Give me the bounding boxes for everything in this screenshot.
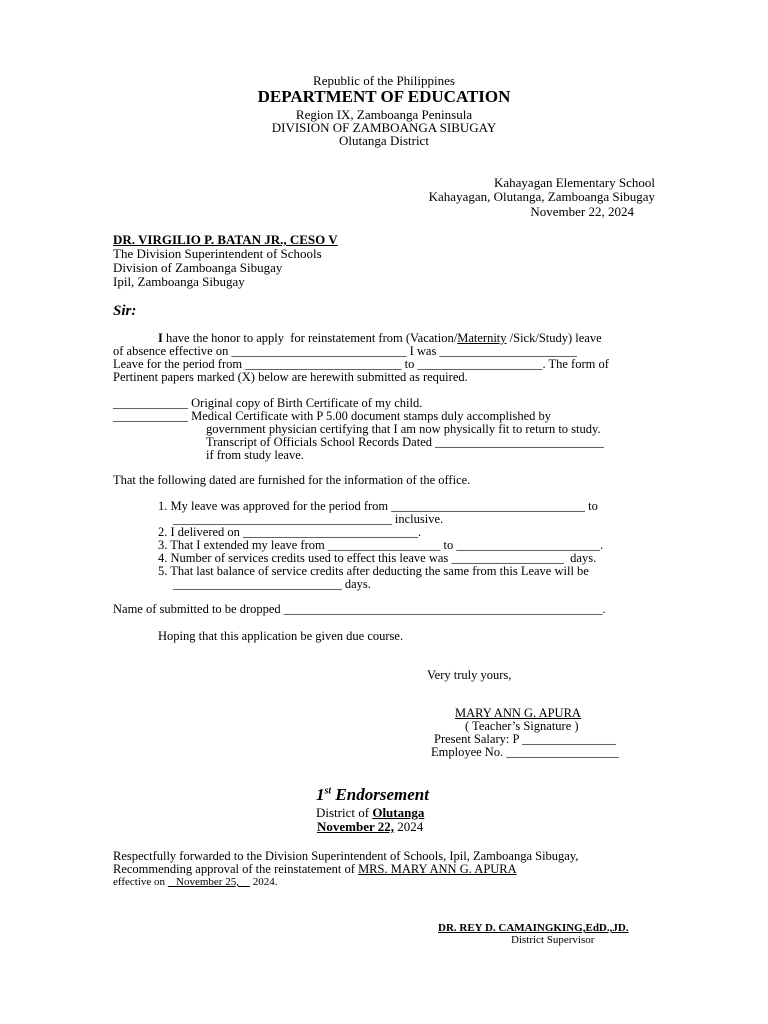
endorsement-line-3-pre: effective on <box>113 876 168 888</box>
recipient-title: The Division Superintendent of Schools <box>113 246 322 261</box>
body-line-1 <box>158 332 602 345</box>
endorsement-teacher-name: MRS. MARY ANN G. APURA <box>358 862 517 876</box>
body-initial: I <box>158 331 163 345</box>
body-line-2: of absence effective on ____________________________ I was ______________________ <box>113 344 577 358</box>
maternity-word: Maternity <box>457 331 507 345</box>
republic-line: Republic of the Philippines <box>313 73 455 88</box>
endorsement-title <box>316 786 429 803</box>
valediction: Very truly yours, <box>427 668 512 682</box>
endorsement-number: 1 <box>316 785 325 804</box>
salutation: Sir: <box>113 303 137 319</box>
body-line-1-a: have the honor to apply for reinstatement from (Vacation/ <box>162 331 458 345</box>
district-name: Olutanga <box>372 805 425 820</box>
supervisor-name: DR. REY D. CAMAINGKING,EdD.,JD. <box>438 922 629 934</box>
school-name: Kahayagan Elementary School <box>494 175 655 190</box>
requirement-1: ____________ Original copy of Birth Certificate of my child. <box>113 396 423 410</box>
item-1a: 1. My leave was approved for the period from _______________________________ to <box>158 499 598 513</box>
requirement-2b: government physician certifying that I am now physically fit to return to study. <box>206 422 601 436</box>
body-line-1-b: /Sick/Study) leave <box>506 331 602 345</box>
requirement-3a: Transcript of Officials School Records Dated ___________________________ <box>206 435 604 449</box>
endorsement-district <box>316 806 424 819</box>
dropped-line: Name of submitted to be dropped ___________________________________________________. <box>113 602 606 616</box>
info-line: That the following dated are furnished for the information of the office. <box>113 473 471 487</box>
endorsement-suffix: st <box>324 785 332 797</box>
signatory-name: MARY ANN G. APURA <box>455 706 581 720</box>
recipient-name: DR. VIRGILIO P. BATAN JR., CESO V <box>113 232 338 247</box>
effective-year: 2024. <box>249 876 278 888</box>
district-line: Olutanga District <box>339 133 429 148</box>
endorsement-date <box>317 820 423 833</box>
endorsement-line-2 <box>113 863 517 876</box>
endorsement-line-3 <box>113 877 277 888</box>
effective-date: November 25, <box>167 876 250 888</box>
item-4: 4. Number of services credits used to effect this leave was __________________ days. <box>158 551 597 565</box>
present-salary: Present Salary: P _______________ <box>434 732 616 746</box>
endorsement-line-2-pre: Recommending approval of the reinstatement of <box>113 862 359 876</box>
department-title: DEPARTMENT OF EDUCATION <box>257 87 511 106</box>
division-line: DIVISION OF ZAMBOANGA SIBUGAY <box>271 120 497 135</box>
requirement-2a: ____________ Medical Certificate with P 5.00 document stamps duly accomplished by <box>113 409 552 423</box>
item-1b: ___________________________________ inclusive. <box>173 512 444 526</box>
employee-no: Employee No. __________________ <box>431 745 619 759</box>
endorsement-word: Endorsement <box>331 785 429 804</box>
district-label: District of <box>316 805 373 820</box>
item-5a: 5. That last balance of service credits after deducting the same from this Leave will be <box>158 564 589 578</box>
signature-label: ( Teacher’s Signature ) <box>465 719 579 733</box>
endorsement-line-1: Respectfully forwarded to the Division Superintendent of Schools, Ipil, Zamboanga Sibugay, <box>113 849 579 863</box>
recipient-place: Ipil, Zamboanga Sibugay <box>113 274 245 289</box>
region-line: Region IX, Zamboanga Peninsula <box>295 107 473 122</box>
school-address: Kahayagan, Olutanga, Zamboanga Sibugay <box>428 189 655 204</box>
hoping-line: Hoping that this application be given due course. <box>158 629 404 643</box>
letter-date: November 22, 2024 <box>530 204 634 219</box>
body-line-4: Pertinent papers marked (X) below are herewith submitted as required. <box>113 370 468 384</box>
endorsement-date-main: November 22, <box>317 819 395 834</box>
requirement-3b: if from study leave. <box>206 448 304 462</box>
endorsement-date-year: 2024 <box>394 819 424 834</box>
item-2: 2. I delivered on ____________________________. <box>158 525 422 539</box>
supervisor-title: District Supervisor <box>511 934 595 946</box>
recipient-office: Division of Zamboanga Sibugay <box>113 260 283 275</box>
body-line-3: Leave for the period from _________________________ to ____________________. The form of <box>113 357 609 371</box>
item-3: 3. That I extended my leave from __________________ to _______________________. <box>158 538 604 552</box>
item-5b: ___________________________ days. <box>173 577 371 591</box>
